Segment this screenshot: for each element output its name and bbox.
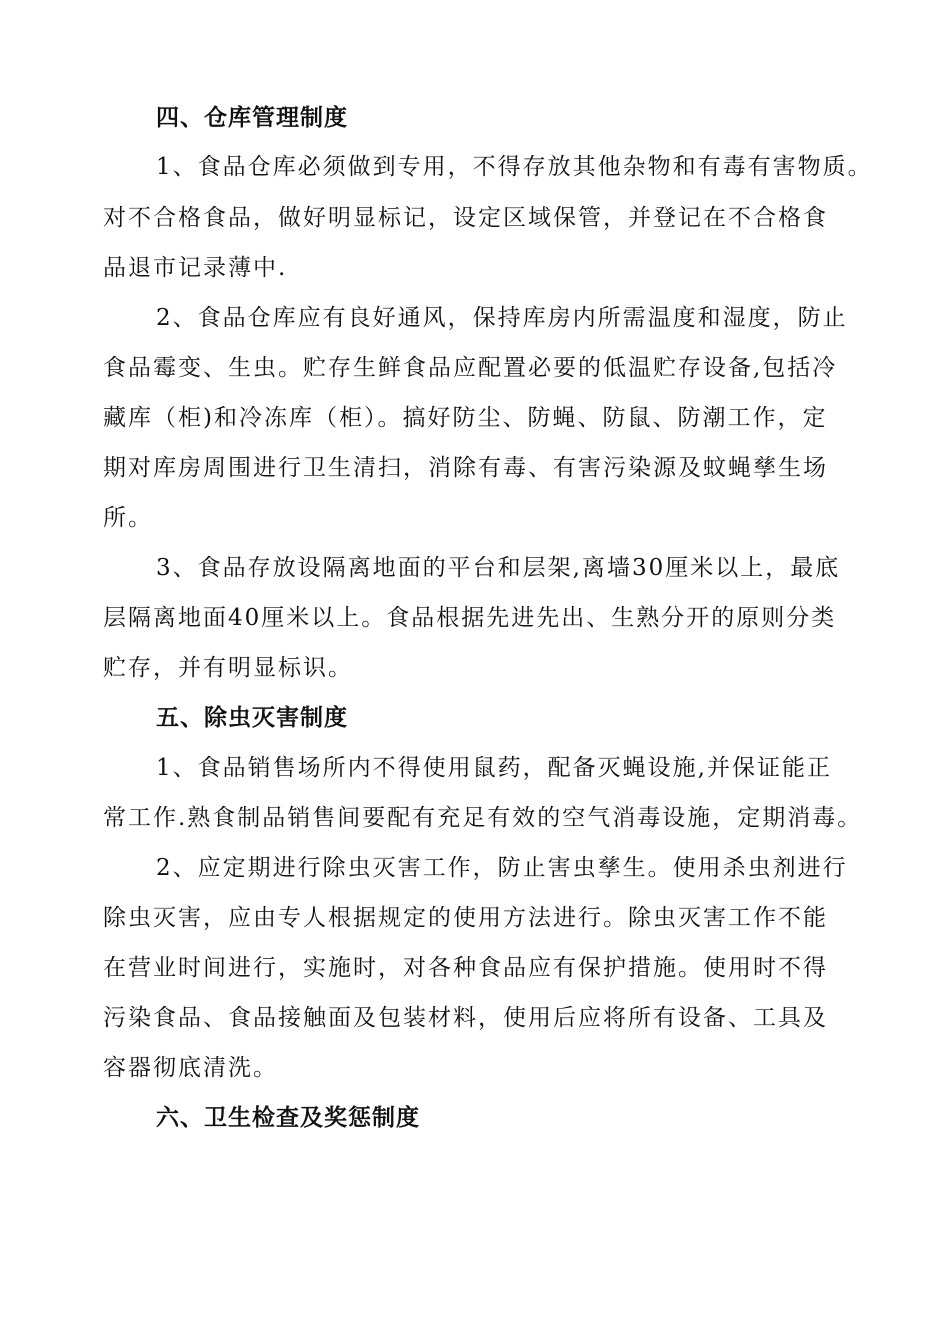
paragraph-line: 期对库房周围进行卫生清扫，消除有毒、有害污染源及蚊蝇孳生场 bbox=[103, 455, 828, 481]
paragraph-line: 在营业时间进行，实施时，对各种食品应有保护措施。使用时不得 bbox=[103, 955, 828, 981]
paragraph-line: 层隔离地面40厘米以上。食品根据先进先出、生熟分开的原则分类 bbox=[103, 605, 837, 631]
paragraph-line: 常工作.熟食制品销售间要配有充足有效的空气消毒设施，定期消毒。 bbox=[103, 805, 863, 831]
paragraph-line: 品退市记录薄中. bbox=[103, 255, 288, 281]
paragraph-line: 对不合格食品，做好明显标记，设定区域保管，并登记在不合格食 bbox=[103, 205, 828, 231]
paragraph-line: 容器彻底清洗。 bbox=[103, 1055, 278, 1081]
section-heading-inspection: 六、卫生检查及奖惩制度 bbox=[156, 1104, 420, 1131]
paragraph-line: 1、食品仓库必须做到专用，不得存放其他杂物和有毒有害物质。 bbox=[156, 154, 873, 180]
paragraph-line: 2、食品仓库应有良好通风，保持库房内所需温度和湿度，防止 bbox=[156, 305, 848, 331]
paragraph-line: 污染食品、食品接触面及包装材料，使用后应将所有设备、工具及 bbox=[103, 1005, 828, 1031]
paragraph-line: 2、应定期进行除虫灭害工作，防止害虫孳生。使用杀虫剂进行 bbox=[156, 855, 848, 881]
paragraph-line: 贮存，并有明显标识。 bbox=[103, 655, 353, 681]
paragraph-line: 藏库（柜)和冷冻库（柜）。搞好防尘、防蝇、防鼠、防潮工作，定 bbox=[103, 405, 828, 431]
paragraph-line: 所。 bbox=[103, 505, 153, 531]
paragraph-line: 除虫灭害，应由专人根据规定的使用方法进行。除虫灭害工作不能 bbox=[103, 905, 828, 931]
paragraph-line: 食品霉变、生虫。贮存生鲜食品应配置必要的低温贮存设备,包括冷 bbox=[103, 355, 838, 381]
section-heading-warehouse: 四、仓库管理制度 bbox=[156, 104, 348, 131]
paragraph-line: 1、食品销售场所内不得使用鼠药，配备灭蝇设施,并保证能正 bbox=[156, 755, 832, 781]
paragraph-line: 3、食品存放设隔离地面的平台和层架,离墙30厘米以上，最底 bbox=[156, 555, 841, 581]
section-heading-pest-control: 五、除虫灭害制度 bbox=[156, 704, 348, 731]
